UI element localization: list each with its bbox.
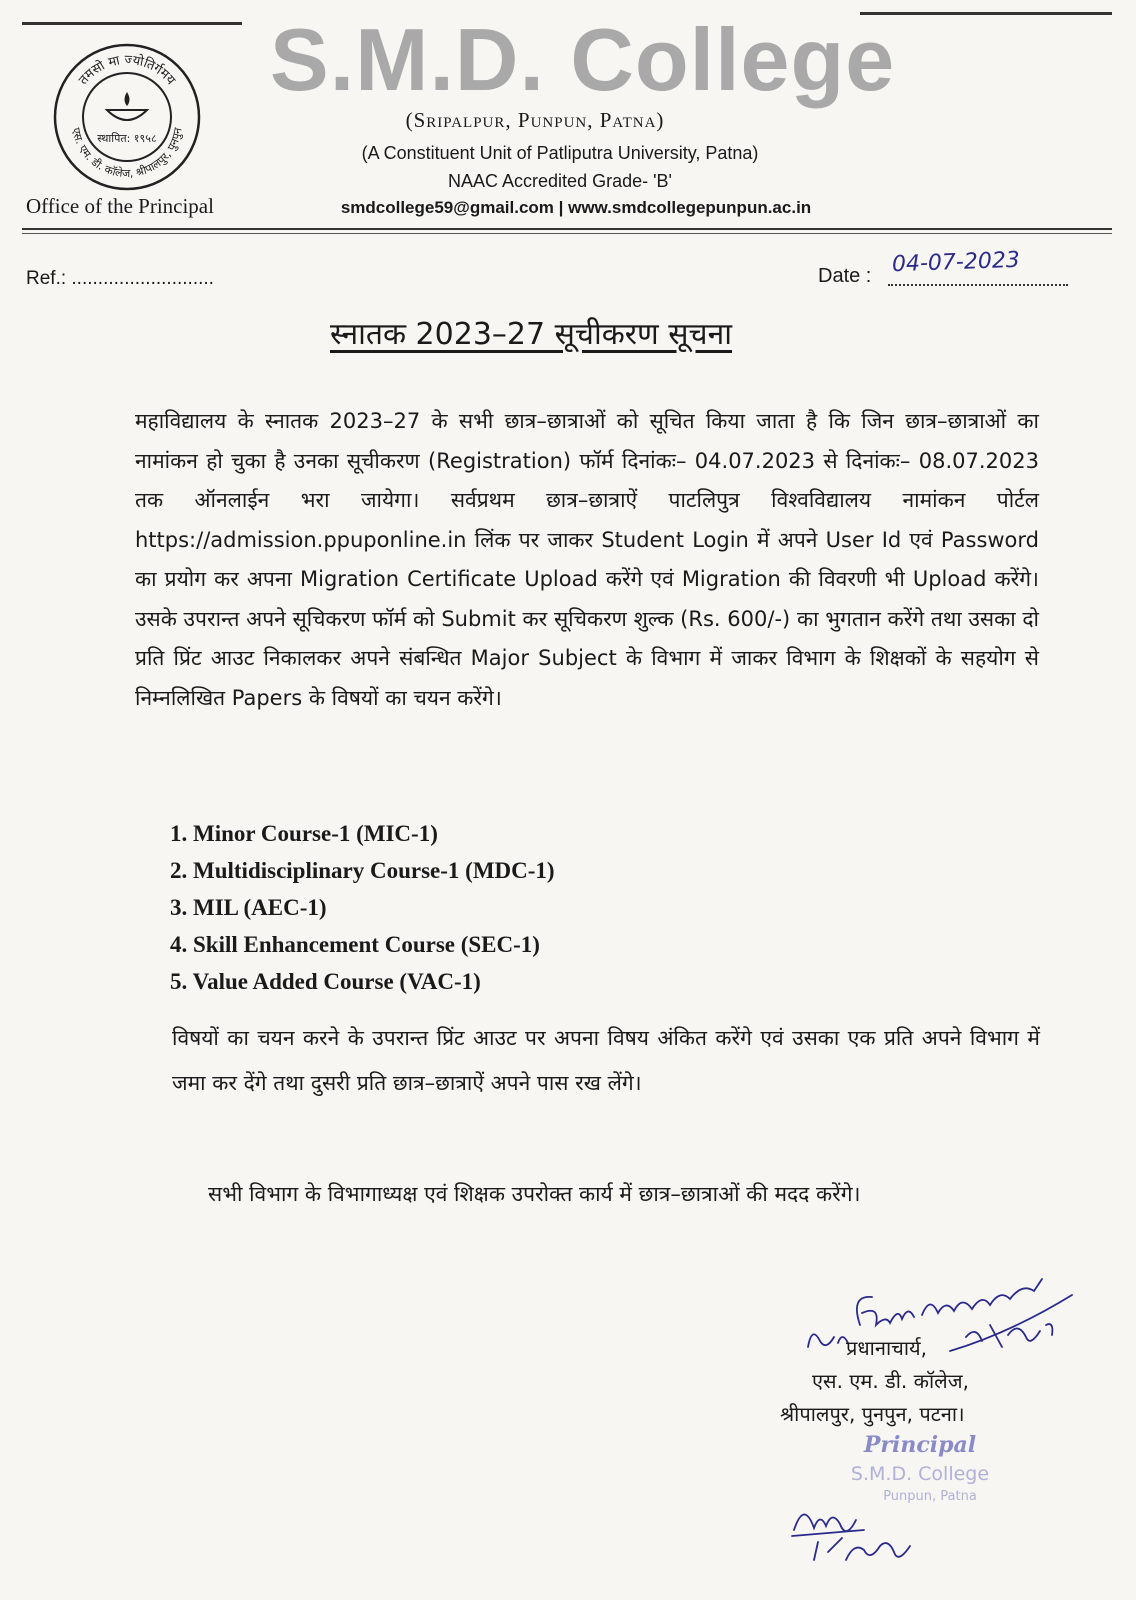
date-dotted-line [888, 284, 1068, 286]
list-item: 2. Multidisciplinary Course-1 (MDC-1) [170, 858, 555, 883]
college-address: (Sripalpur, Punpun, Patna) [405, 108, 665, 132]
list-item: 4. Skill Enhancement Course (SEC-1) [170, 932, 540, 957]
college-name: S.M.D. College [270, 10, 896, 109]
date-value: 04-07-2023 [891, 247, 1021, 278]
date-label: Date : [818, 265, 872, 287]
course-list [170, 815, 870, 1000]
svg-text:स्थापित: १९५८: स्थापित: १९५८ [97, 132, 157, 145]
college-seal-icon [52, 42, 202, 192]
signatory-place: श्रीपालपुर, पुनपुन, पटना। [780, 1402, 965, 1426]
notice-paragraph-3: सभी विभाग के विभागाध्यक्ष एवं शिक्षक उपरोक्त कार्य में छात्र–छात्राओं की मदद करेंगे। [208, 1182, 861, 1206]
list-item: 5. Value Added Course (VAC-1) [170, 969, 481, 994]
svg-text:एस. एम. डी. कॉलेज, श्रीपालपुर,: एस. एम. डी. कॉलेज, श्रीपालपुर, पुनपुन [69, 126, 185, 181]
notice-title: स्नातक 2023–27 सूचीकरण सूचना [330, 317, 732, 352]
svg-text:तमसो मा ज्योतिर्गमय: तमसो मा ज्योतिर्गमय [76, 52, 178, 88]
notice-paragraph-2: विषयों का चयन करने के उपरान्त प्रिंट आउट पर अपना विषय अंकित करेंगे एवं उसका एक प्रति अपने विभाग में जमा कर देंगे तथा दुसरी प्रति छात्र–छात्राऐं अपने पास रख लेंगे। [172, 1026, 1040, 1095]
header-divider [22, 228, 1112, 230]
signatory-designation: प्रधानाचार्य, [846, 1336, 927, 1360]
signatory-college: एस. एम. डी. कॉलेज, [812, 1369, 969, 1393]
svg-text:Principal: Principal [863, 1432, 977, 1458]
handwritten-signature-icon [790, 1255, 1080, 1365]
header-divider-thin [22, 233, 1112, 234]
header-rule-left [22, 22, 242, 25]
contact-info: smdcollege59@gmail.com | www.smdcollegepunpun.ac.in [340, 198, 812, 217]
svg-text:Punpun, Patna: Punpun, Patna [883, 1489, 977, 1504]
list-item: 1. Minor Course-1 (MIC-1) [170, 821, 438, 846]
header-rule-right [860, 12, 1112, 15]
initials-signature-icon [784, 1490, 934, 1565]
svg-text:S.M.D. College: S.M.D. College [850, 1463, 990, 1485]
constituent-unit: (A Constituent Unit of Patliputra University, Patna) [361, 143, 759, 163]
office-label: Office of the Principal [26, 194, 214, 218]
naac-grade: NAAC Accredited Grade- 'B' [448, 171, 672, 191]
list-item: 3. MIL (AEC-1) [170, 895, 327, 920]
ref-field: Ref.: ........................... [26, 268, 214, 289]
notice-paragraph-1: महाविद्यालय के स्नातक 2023–27 के सभी छात्र–छात्राओं को सूचित किया जाता है कि जिन छात्र–छात्राओं का नामांकन हो चुका है उनका सूचीकरण (Registration) फॉर्म दिनांकः– 04.07.2023 से दिनांकः– 08.07.2023 तक ऑनलाईन भरा जायेगा। सर्वप्रथम छात्र–छात्राऐं पाटलिपुत्र विश्वविद्यालय नामांकन पोर्टल https://admission.ppuponline.in लिंक पर जाकर Student Login में अपने User Id एवं Password का प्रयोग कर अपना Migration Certificate Upload करेंगे एवं Migration की विवरणी भी Upload करेंगे। उसके उपरान्त अपने सूचिकरण फॉर्म को Submit कर सूचिकरण शुल्क (Rs. 600/-) का भुगतान करेंगे तथा उसका दो प्रति प्रिंट आउट निकालकर अपने संबन्धित Major Subject के विभाग में जाकर विभाग के शिक्षकों के सहयोग से निम्नलिखित Papers के विषयों का चयन करेंगे। [135, 409, 1039, 710]
